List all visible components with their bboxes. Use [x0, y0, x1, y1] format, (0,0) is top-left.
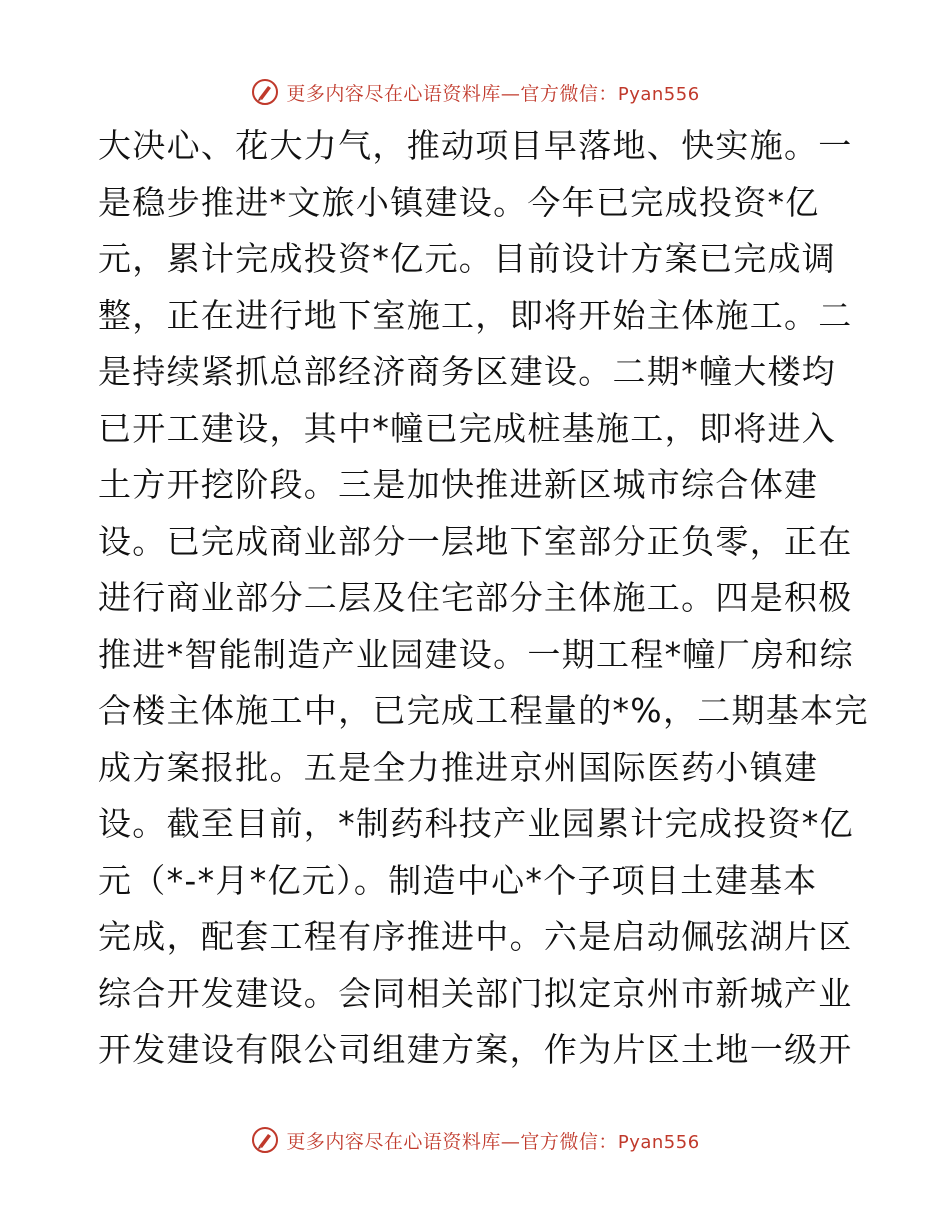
header-wechat-label: 官方微信：	[520, 82, 618, 105]
body-line: 开发建设有限公司组建方案，作为片区土地一级开	[98, 1030, 853, 1069]
body-line: 元，累计完成投资*亿元。目前设计方案已完成调	[98, 239, 837, 278]
header-separator: —	[500, 82, 521, 105]
body-line: 推进*智能制造产业园建设。一期工程*幢厂房和综	[98, 634, 854, 674]
body-line: 是持续紧抓总部经济商务区建设。二期*幢大楼均	[98, 352, 837, 391]
header-watermark-text	[286, 79, 699, 106]
body-line: 土方开挖阶段。三是加快推进新区城市综合体建	[98, 465, 819, 504]
header-brand-text: 更多内容尽在心语资料库	[286, 82, 501, 105]
body-line: 是稳步推进*文旅小镇建设。今年已完成投资*亿	[98, 182, 820, 222]
footer-wechat-id: Pyan556	[617, 1131, 700, 1153]
body-line: 合楼主体施工中，已完成工程量的*%，二期基本完	[98, 691, 869, 730]
body-line: 完成，配套工程有序推进中。六是启动佩弦湖片区	[98, 917, 853, 956]
body-line: 整，正在进行地下室施工，即将开始主体施工。二	[98, 295, 853, 335]
document-body	[98, 118, 869, 1079]
body-line: 进行商业部分二层及住宅部分主体施工。四是积极	[98, 578, 853, 617]
pen-logo-icon	[250, 1125, 280, 1155]
footer-brand-text: 更多内容尽在心语资料库	[286, 1130, 501, 1153]
footer-watermark-text	[286, 1127, 699, 1154]
body-line: 设。截至目前，*制药科技产业园累计完成投资*亿	[98, 804, 854, 843]
body-line: 已开工建设，其中*幢已完成桩基施工，即将进入	[98, 408, 837, 448]
header-watermark	[0, 72, 950, 112]
body-line: 元（*-*月*亿元）。制造中心*个子项目土建基本	[98, 860, 818, 900]
body-line: 设。已完成商业部分一层地下室部分正负零，正在	[98, 521, 853, 561]
header-wechat-id: Pyan556	[617, 83, 700, 105]
footer-wechat-label: 官方微信：	[520, 1130, 618, 1153]
footer-watermark	[0, 1120, 950, 1160]
pen-logo-icon	[250, 77, 280, 107]
body-line: 综合开发建设。会同相关部门拟定京州市新城产业	[98, 973, 853, 1013]
footer-separator: —	[500, 1130, 521, 1153]
body-line: 成方案报批。五是全力推进京州国际医药小镇建	[98, 747, 819, 787]
body-line: 大决心、花大力气，推动项目早落地、快实施。一	[98, 126, 853, 165]
